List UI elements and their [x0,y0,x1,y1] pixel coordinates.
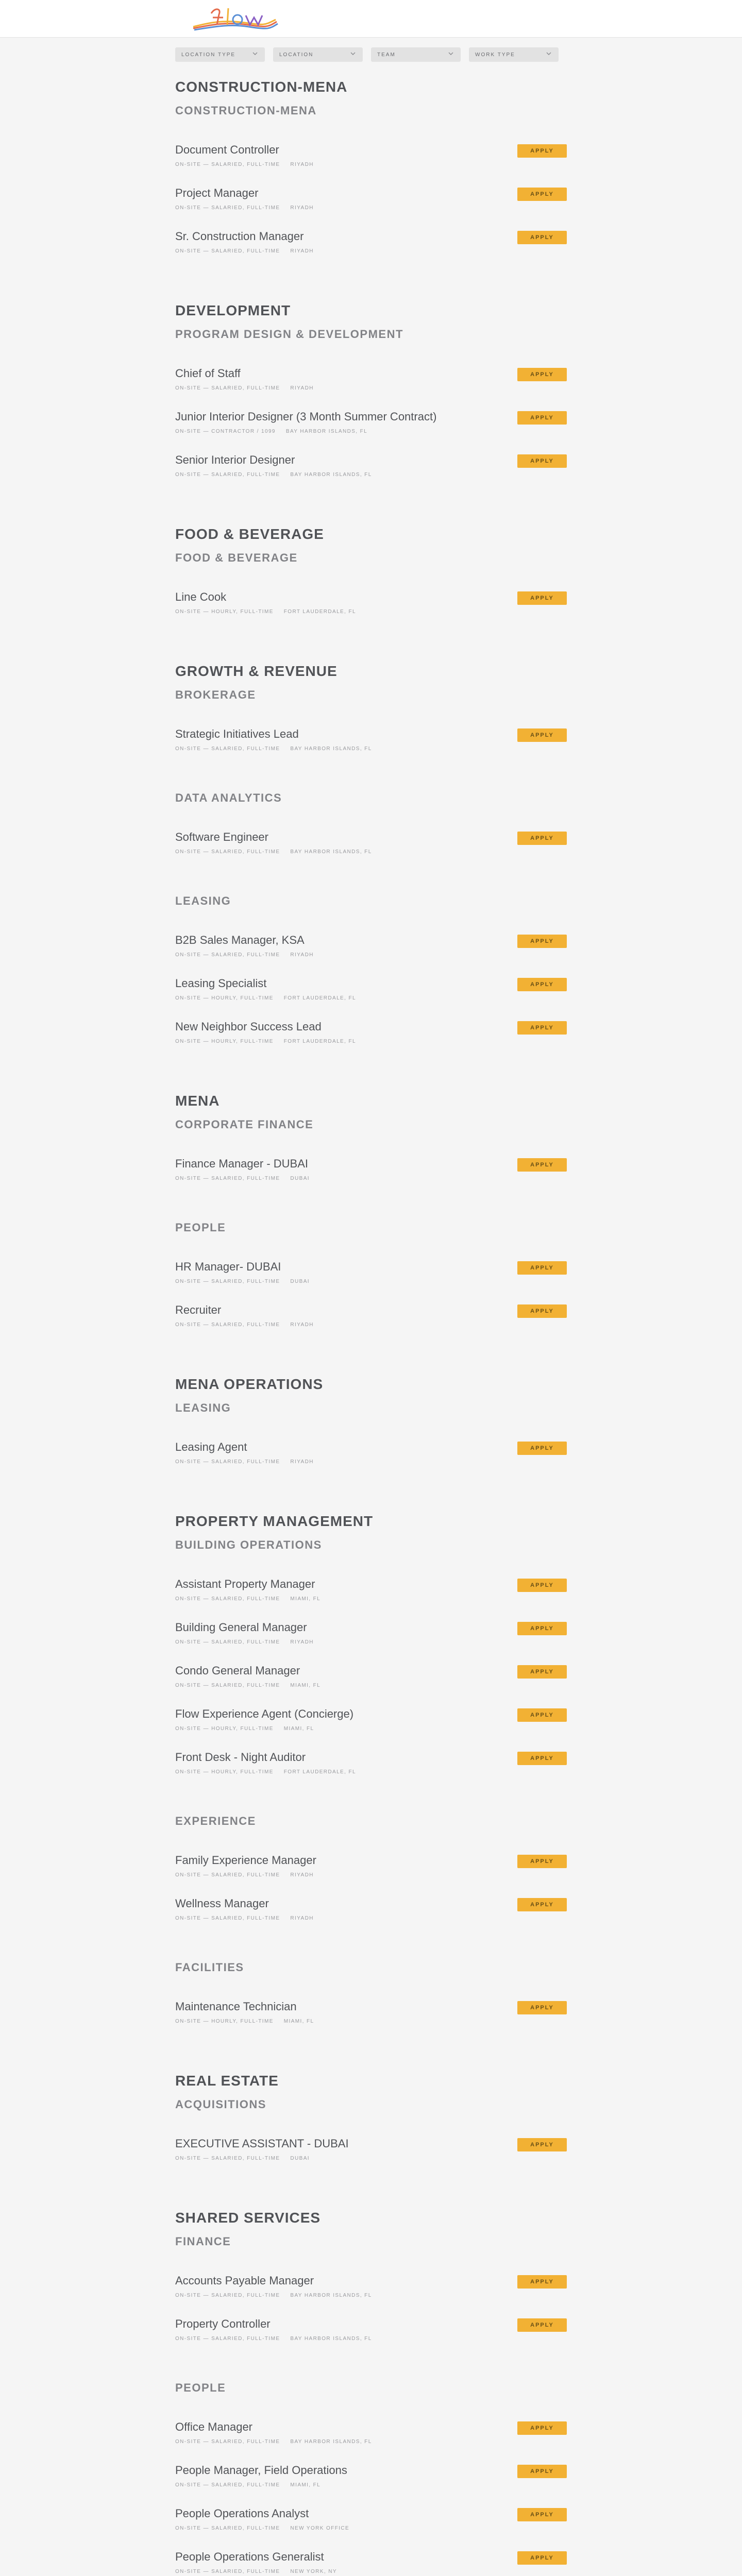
posting-location: RIYADH [290,205,314,211]
posting-title[interactable]: B2B Sales Manager, KSA [175,934,305,946]
posting-title[interactable]: Building General Manager [175,1621,307,1634]
posting-title[interactable]: HR Manager- DUBAI [175,1260,281,1273]
apply-button[interactable]: APPLY [517,832,567,845]
posting-location: MIAMI, FL [283,2019,314,2024]
posting-meta [175,1872,314,1878]
posting-title[interactable]: Assistant Property Manager [175,1578,315,1590]
filter-label: WORK TYPE [475,52,515,58]
posting-location: NEW YORK OFFICE [290,2526,350,2531]
posting-meta [175,2019,314,2024]
apply-button[interactable]: APPLY [517,2138,567,2151]
apply-button[interactable]: APPLY [517,231,567,244]
postings-list [175,77,567,2576]
posting-title[interactable]: Leasing Specialist [175,977,267,990]
posting-commitment: ON-SITE — HOURLY, FULL-TIME [175,1726,274,1732]
posting-location: DUBAI [290,1279,310,1284]
posting-title[interactable]: Finance Manager - DUBAI [175,1157,308,1170]
posting-meta [175,1769,356,1775]
posting-title[interactable]: Software Engineer [175,831,268,843]
posting-commitment: ON-SITE — SALARIED, FULL-TIME [175,1683,280,1688]
apply-button[interactable]: APPLY [517,2421,567,2435]
apply-button[interactable]: APPLY [517,1158,567,1172]
posting-commitment: ON-SITE — SALARIED, FULL-TIME [175,2293,280,2298]
site-header [0,0,742,38]
apply-button[interactable]: APPLY [517,591,567,605]
posting-row [175,977,567,1020]
posting-commitment: ON-SITE — HOURLY, FULL-TIME [175,1039,274,1044]
posting-meta [175,2526,349,2531]
filter-bar [175,47,567,65]
team-section [175,1512,567,2071]
posting-meta [175,2569,337,2574]
posting-commitment: ON-SITE — CONTRACTOR / 1099 [175,429,276,434]
posting-commitment: ON-SITE — SALARIED, FULL-TIME [175,1872,280,1878]
posting-commitment: ON-SITE — SALARIED, FULL-TIME [175,1322,280,1328]
posting-meta [175,1683,321,1688]
posting-row [175,934,567,977]
posting-meta [175,2156,310,2161]
posting-title[interactable]: Property Controller [175,2317,271,2330]
apply-button[interactable]: APPLY [517,1898,567,1911]
posting-location: FORT LAUDERDALE, FL [283,1039,356,1044]
posting-title[interactable]: People Operations Analyst [175,2507,309,2520]
posting-row [175,2420,567,2464]
posting-commitment: ON-SITE — SALARIED, FULL-TIME [175,849,280,855]
posting-title[interactable]: Wellness Manager [175,1897,269,1910]
posting-meta [175,1279,310,1284]
posting-commitment: ON-SITE — SALARIED, FULL-TIME [175,1459,280,1465]
posting-commitment: ON-SITE — SALARIED, FULL-TIME [175,472,280,478]
team-heading: CONSTRUCTION-MENA [175,79,348,95]
team-section [175,662,567,1091]
team-section [175,1375,567,1512]
department-heading: LEASING [175,894,231,907]
posting-location: NEW YORK, NY [290,2569,337,2574]
posting-title[interactable]: Office Manager [175,2420,253,2433]
posting-commitment: ON-SITE — SALARIED, FULL-TIME [175,248,280,254]
posting-row [175,1303,567,1347]
department-heading: CONSTRUCTION-MENA [175,104,317,117]
filter-label: LOCATION TYPE [181,52,236,58]
posting-meta [175,2439,372,2445]
posting-row [175,831,567,874]
posting-commitment: ON-SITE — SALARIED, FULL-TIME [175,205,280,211]
posting-meta [175,248,314,254]
filter-label: TEAM [377,52,396,58]
posting-meta [175,1639,314,1645]
apply-button[interactable]: APPLY [517,144,567,158]
posting-title[interactable]: Junior Interior Designer (3 Month Summer Contract) [175,410,437,423]
posting-location: DUBAI [290,1176,310,1181]
chevron-down-icon [448,51,453,56]
posting-commitment: ON-SITE — SALARIED, FULL-TIME [175,952,280,958]
posting-commitment: ON-SITE — SALARIED, FULL-TIME [175,1176,280,1181]
posting-meta [175,429,367,434]
posting-title[interactable]: Strategic Initiatives Lead [175,727,299,740]
chevron-down-icon [546,51,551,56]
team-heading: DEVELOPMENT [175,302,291,318]
apply-button[interactable]: APPLY [517,2508,567,2521]
posting-row [175,1621,567,1664]
team-section [175,77,567,301]
chevron-down-icon [252,51,258,56]
posting-row [175,2000,567,2043]
apply-button[interactable]: APPLY [517,1708,567,1722]
posting-commitment: ON-SITE — SALARIED, FULL-TIME [175,1916,280,1921]
department-heading: FACILITIES [175,1961,244,1974]
posting-location: MIAMI, FL [290,1683,321,1688]
posting-location: BAY HARBOR ISLANDS, FL [290,746,372,752]
posting-row [175,727,567,771]
apply-button[interactable]: APPLY [517,411,567,425]
posting-meta [175,205,314,211]
apply-button[interactable]: APPLY [517,1855,567,1868]
apply-button[interactable]: APPLY [517,1665,567,1679]
posting-row [175,590,567,634]
posting-meta [175,2336,372,2342]
posting-row [175,2507,567,2550]
posting-commitment: ON-SITE — SALARIED, FULL-TIME [175,385,280,391]
posting-meta [175,472,372,478]
posting-commitment: ON-SITE — HOURLY, FULL-TIME [175,1769,274,1775]
apply-button[interactable]: APPLY [517,2551,567,2565]
posting-location: BAY HARBOR ISLANDS, FL [290,849,372,855]
posting-meta [175,849,372,855]
posting-meta [175,609,356,615]
team-heading: MENA [175,1093,220,1109]
apply-button[interactable]: APPLY [517,2275,567,2289]
posting-location: BAY HARBOR ISLANDS, FL [290,2336,372,2342]
posting-row [175,187,567,230]
department-heading: LEASING [175,1401,231,1414]
team-section [175,301,567,524]
apply-button[interactable]: APPLY [517,978,567,991]
posting-title[interactable]: Leasing Agent [175,1440,247,1453]
posting-row [175,1707,567,1751]
filter-label: LOCATION [279,52,314,58]
posting-location: MIAMI, FL [283,1726,314,1732]
department-heading: PEOPLE [175,2381,226,2394]
posting-row [175,1854,567,1897]
posting-location: RIYADH [290,1322,314,1328]
department-heading: BROKERAGE [175,688,256,701]
apply-button[interactable]: APPLY [517,2465,567,2478]
posting-location: BAY HARBOR ISLANDS, FL [290,2293,372,2298]
department-heading: BUILDING OPERATIONS [175,1538,322,1551]
department-heading: EXPERIENCE [175,1815,256,1827]
apply-button[interactable]: APPLY [517,1021,567,1035]
apply-button[interactable]: APPLY [517,1752,567,1765]
apply-button[interactable]: APPLY [517,188,567,201]
team-heading: MENA OPERATIONS [175,1376,324,1392]
posting-location: FORT LAUDERDALE, FL [283,609,356,615]
posting-row [175,2464,567,2507]
posting-title[interactable]: Recruiter [175,1303,222,1316]
posting-meta [175,1916,314,1921]
department-heading: PEOPLE [175,1221,226,1234]
posting-location: BAY HARBOR ISLANDS, FL [290,472,372,478]
posting-title[interactable]: Senior Interior Designer [175,453,295,466]
posting-row [175,1751,567,1794]
apply-button[interactable]: APPLY [517,2001,567,2014]
department-heading: PROGRAM DESIGN & DEVELOPMENT [175,328,403,341]
posting-location: RIYADH [290,162,314,167]
posting-meta [175,1726,314,1732]
chevron-down-icon [350,51,356,56]
posting-title[interactable]: Front Desk - Night Auditor [175,1751,306,1764]
posting-commitment: ON-SITE — HOURLY, FULL-TIME [175,609,274,615]
posting-location: RIYADH [290,1872,314,1878]
posting-row [175,1578,567,1621]
department-heading: DATA ANALYTICS [175,791,282,804]
posting-title[interactable]: EXECUTIVE ASSISTANT - DUBAI [175,2137,349,2150]
posting-meta [175,162,314,167]
posting-commitment: ON-SITE — SALARIED, FULL-TIME [175,2336,280,2342]
posting-commitment: ON-SITE — SALARIED, FULL-TIME [175,1279,280,1284]
team-heading: SHARED SERVICES [175,2210,321,2226]
posting-commitment: ON-SITE — SALARIED, FULL-TIME [175,2482,280,2488]
posting-location: FORT LAUDERDALE, FL [283,995,356,1001]
team-section [175,1091,567,1375]
posting-row [175,453,567,497]
team-heading: GROWTH & REVENUE [175,663,338,679]
team-filter[interactable] [371,47,461,62]
posting-commitment: ON-SITE — SALARIED, FULL-TIME [175,2526,280,2531]
team-section [175,524,567,662]
posting-title[interactable]: Project Manager [175,187,259,199]
posting-meta [175,995,356,1001]
posting-title[interactable]: Maintenance Technician [175,2000,297,2013]
posting-location: BAY HARBOR ISLANDS, FL [285,429,368,434]
posting-commitment: ON-SITE — SALARIED, FULL-TIME [175,746,280,752]
posting-row [175,2274,567,2317]
posting-title[interactable]: Accounts Payable Manager [175,2274,314,2287]
team-section [175,2208,567,2576]
posting-row [175,143,567,187]
posting-row [175,410,567,453]
apply-button[interactable]: APPLY [517,2318,567,2332]
apply-button[interactable]: APPLY [517,1261,567,1275]
location-type-filter[interactable] [175,47,265,62]
team-heading: REAL ESTATE [175,2073,279,2089]
posting-location: DUBAI [290,2156,310,2161]
posting-row [175,1157,567,1200]
team-section [175,2071,567,2208]
posting-meta [175,1039,356,1044]
posting-commitment: ON-SITE — HOURLY, FULL-TIME [175,2019,274,2024]
posting-commitment: ON-SITE — SALARIED, FULL-TIME [175,1639,280,1645]
posting-meta [175,2293,372,2298]
posting-title[interactable]: Line Cook [175,590,227,603]
posting-row [175,230,567,273]
posting-title[interactable]: Family Experience Manager [175,1854,316,1867]
apply-button[interactable]: APPLY [517,935,567,948]
location-filter[interactable] [273,47,363,62]
posting-location: FORT LAUDERDALE, FL [283,1769,356,1775]
posting-row [175,367,567,410]
posting-meta [175,746,372,752]
work-type-filter[interactable] [469,47,559,62]
posting-title[interactable]: Chief of Staff [175,367,241,380]
team-heading: FOOD & BEVERAGE [175,526,324,542]
posting-row [175,1897,567,1940]
posting-title[interactable]: Flow Experience Agent (Concierge) [175,1707,354,1720]
apply-button[interactable]: APPLY [517,1442,567,1455]
flow-logo-icon[interactable] [183,4,281,32]
apply-button[interactable]: APPLY [517,1622,567,1635]
department-heading: ACQUISITIONS [175,2098,266,2111]
posting-commitment: ON-SITE — SALARIED, FULL-TIME [175,2156,280,2161]
posting-commitment: ON-SITE — SALARIED, FULL-TIME [175,2569,280,2574]
apply-button[interactable]: APPLY [517,1304,567,1318]
posting-location: RIYADH [290,1459,314,1465]
posting-meta [175,2482,321,2488]
posting-location: MIAMI, FL [290,1596,321,1602]
posting-meta [175,1596,321,1602]
posting-location: RIYADH [290,248,314,254]
posting-location: MIAMI, FL [290,2482,321,2488]
apply-button[interactable]: APPLY [517,1579,567,1592]
posting-title[interactable]: Condo General Manager [175,1664,300,1677]
posting-row [175,1664,567,1707]
posting-row [175,1260,567,1303]
posting-title[interactable]: New Neighbor Success Lead [175,1020,322,1033]
apply-button[interactable]: APPLY [517,728,567,742]
posting-title[interactable]: People Operations Generalist [175,2550,324,2563]
posting-row [175,1020,567,1063]
department-heading: CORPORATE FINANCE [175,1118,314,1131]
posting-location: RIYADH [290,1639,314,1645]
posting-commitment: ON-SITE — SALARIED, FULL-TIME [175,162,280,167]
posting-title[interactable]: Sr. Construction Manager [175,230,304,243]
posting-row [175,2317,567,2361]
posting-commitment: ON-SITE — SALARIED, FULL-TIME [175,2439,280,2445]
posting-meta [175,385,314,391]
department-heading: FINANCE [175,2235,231,2248]
apply-button[interactable]: APPLY [517,454,567,468]
posting-meta [175,952,314,958]
posting-commitment: ON-SITE — SALARIED, FULL-TIME [175,1596,280,1602]
posting-location: RIYADH [290,385,314,391]
posting-title[interactable]: People Manager, Field Operations [175,2464,347,2477]
team-heading: PROPERTY MANAGEMENT [175,1513,374,1529]
posting-meta [175,1322,314,1328]
posting-row [175,1440,567,1484]
department-heading: FOOD & BEVERAGE [175,551,298,564]
posting-location: RIYADH [290,952,314,958]
posting-row [175,2137,567,2180]
posting-commitment: ON-SITE — HOURLY, FULL-TIME [175,995,274,1001]
posting-row [175,2550,567,2576]
posting-location: RIYADH [290,1916,314,1921]
apply-button[interactable]: APPLY [517,368,567,381]
posting-meta [175,1459,314,1465]
posting-title[interactable]: Document Controller [175,143,279,156]
posting-meta [175,1176,310,1181]
posting-location: BAY HARBOR ISLANDS, FL [290,2439,372,2445]
